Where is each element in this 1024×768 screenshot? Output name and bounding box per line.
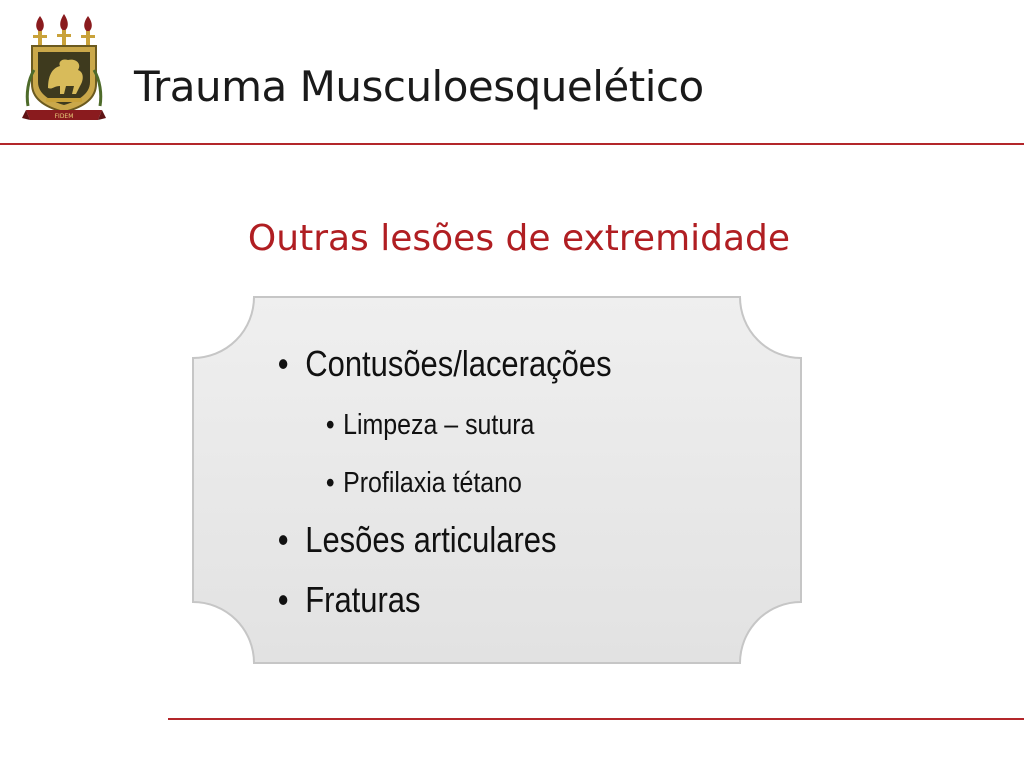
slide-title: Trauma Musculoesquelético (134, 62, 704, 111)
list-item (276, 396, 612, 454)
list-item (276, 572, 612, 632)
list-item-text: Contusões/lacerações (305, 343, 612, 384)
university-crest-icon (22, 14, 106, 126)
svg-text:FIDEM: FIDEM (54, 113, 74, 120)
bullet-icon: • (277, 343, 289, 384)
bullet-icon: • (325, 467, 335, 499)
bullet-list (276, 336, 666, 632)
list-item-text: Lesões articulares (305, 519, 557, 560)
list-item-text: Limpeza – sutura (343, 409, 535, 441)
section-subtitle: Outras lesões de extremidade (247, 218, 791, 259)
list-item-text: Fraturas (305, 579, 421, 620)
bullet-icon: • (277, 579, 289, 620)
bullet-icon: • (325, 409, 335, 441)
list-item (276, 454, 612, 512)
bottom-divider (168, 718, 1024, 720)
top-divider (0, 143, 1024, 145)
list-item (276, 512, 612, 572)
list-item-text: Profilaxia tétano (343, 467, 522, 499)
list-item (276, 336, 612, 396)
bullet-icon: • (277, 519, 289, 560)
